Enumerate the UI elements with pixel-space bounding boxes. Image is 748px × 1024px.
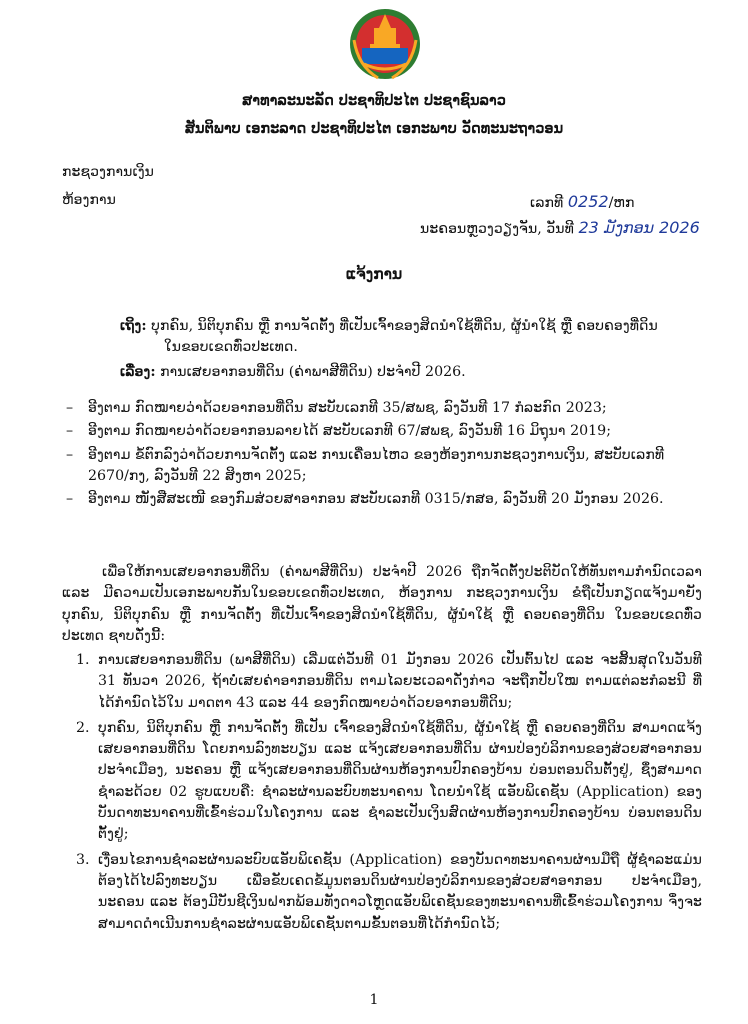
national-motto: ສັນຕິພາບ ເອກະລາດ ປະຊາທິປະໄຕ ເອກະພາບ ວັດທະນະຖາວອນ: [184, 120, 564, 137]
notice-item: [62, 850, 702, 935]
notice-item-text: ການເສຍອາກອນທີ່ດິນ (ພາສີທີ່ດິນ) ເລີ່ມແຕ່ວັນທີ 01 ມັງກອນ 2026 ເປັນຕົ້ນໄປ ແລະ ຈະສິ້ນສຸດໃນວັນທີ 31 ທັນວາ 2026, ຖ້າບໍ່ເສຍຄ່າອາກອນທີ່ດິນ ຕາມໄລຍະເວລາດັ່ງກ່າວ ຈະຖືກປັບໃໝ ຕາມແຕ່ລະກໍລະນີ ທີ່ໄດ້ກຳນົດໄວ້ໃນ ມາດຕາ 43 ແລະ 44 ຂອງກົດໝາຍວ່າດ້ວຍອາກອນທີ່ດິນ;: [98, 652, 702, 711]
intro-paragraph: ເພື່ອໃຫ້ການເສຍອາກອນທີ່ດິນ (ຄ່າພາສີທີ່ດິນ) ປະຈຳປີ 2026 ຖືກຈັດຕັ້ງປະຕິບັດໃຫ້ທັນຕາມກຳນົດເວລາ ແລະ ມີຄວາມເປັນເອກະພາບກັນໃນຂອບເຂດທົ່ວປະເທດ, ຫ້ອງການ ກະຊວງການເງິນ ຂໍຖືເປັນກຽດແຈ້ງມາຍັງ ບຸກຄົນ, ນິຕິບຸກຄົນ ຫຼື ການຈັດຕັ້ງ ທີ່ເປັນເຈົ້າຂອງສິດນຳໃຊ້ທີ່ດິນ, ຜູ້ນຳໃຊ້ ຫຼື ຄອບຄອງທີ່ດິນ ໃນຂອບເຂດທົ່ວປະເທດ ຊາບດັ່ງນີ້:: [62, 564, 702, 644]
legal-reference-item: – ອີງຕາມ ກົດໝາຍວ່າດ້ວຍອາກອນທີ່ດິນ ສະບັບເລກທີ 35/ສພຊ, ລົງວັນທີ 17 ກໍລະກົດ 2023;: [66, 400, 607, 416]
reference-suffix: /ຫກ: [608, 195, 635, 211]
reference-handwritten-number: 0252: [567, 192, 609, 211]
subject-block: [120, 362, 700, 383]
recipient-line-2: ໃນຂອບເຂດທົ່ວປະເທດ.: [164, 339, 298, 356]
notice-item-text: ເງື່ອນໄຂການຊຳລະຜ່ານລະບົບແອັບພິເຄຊັນ (Application) ຂອງບັນດາທະນາຄານຜ່ານມືຖື ຜູ້ຊຳລະແມ່ນຕ້ອງໄດ້ໄປລົງທະບຽນ ເພື່ອຂັບເຄດຂໍ້ມູນຕອນດິນຜ່ານປ່ອງບໍລິການຂອງສ່ວຍສາອາກອນ ປະຈຳເມືອງ, ນະຄອນ ແລະ ຕ້ອງມີບັນຊີເງິນຝາກພ້ອມທັງດາວໂຫຼດແອັບພິເຄຊັນຂອງທະນາຄານທີ່ເຂົ້າຮ່ວມໂຄງການ ຈຶ່ງຈະສາມາດດຳເນີນການຊຳລະຜ່ານແອັບພິເຄຊັນຕາມຂັ້ນຕອນທີ່ໄດ້ກຳນົດໄວ້;: [98, 851, 702, 932]
reference-number: [530, 190, 635, 214]
legal-reference-text: ອີງຕາມ ກົດໝາຍວ່າດ້ວຍອາກອນລາຍໄດ້ ສະບັບເລກທີ 67/ສພຊ, ລົງວັນທີ 16 ມິຖຸນາ 2019;: [88, 423, 611, 440]
recipient-block: [120, 316, 700, 359]
legal-reference-item: – ອີງຕາມ ຂໍ້ຕົກລົງວ່າດ້ວຍການຈັດຕັ້ງ ແລະ ການເຄື່ອນໄຫວ ຂອງຫ້ອງການກະຊວງການເງິນ, ສະບັບເລກທີ 2670/ກງ, ລົງວັນທີ 22 ສິງຫາ 2025;: [66, 446, 665, 484]
notice-item-number: 2.: [76, 719, 90, 736]
notice-item: [62, 650, 702, 714]
legal-reference-text: ອີງຕາມ ໜັງສືສະເໜີ ຂອງກົມສ່ວຍສາອາກອນ ສະບັບເລກທີ 0315/ກສອ, ລົງວັນທີ 20 ມັງກອນ 2026.: [88, 491, 664, 508]
notice-item-number: 3.: [76, 851, 90, 868]
date-place-prefix: ນະຄອນຫຼວງວຽງຈັນ, ວັນທີ: [420, 221, 574, 237]
subject-label: ເລື່ອງ:: [120, 364, 156, 380]
legal-reference-text: ອີງຕາມ ກົດໝາຍວ່າດ້ວຍອາກອນທີ່ດິນ ສະບັບເລກທີ 35/ສພຊ, ລົງວັນທີ 17 ກໍລະກົດ 2023;: [88, 400, 607, 416]
legal-references-list: [62, 398, 702, 512]
legal-reference-item: – ອີງຕາມ ໜັງສືສະເໜີ ຂອງກົມສ່ວຍສາອາກອນ ສະບັບເລກທີ 0315/ກສອ, ລົງວັນທີ 20 ມັງກອນ 2026.: [66, 491, 664, 508]
office-name: ຫ້ອງການ: [62, 192, 116, 208]
date-handwritten: 23 ມັງກອນ 2026: [578, 218, 700, 237]
national-emblem-icon: [348, 4, 422, 84]
recipient-line-1: ບຸກຄົນ, ນິຕິບຸກຄົນ ຫຼື ການຈັດຕັ້ງ ທີ່ເປັນເຈົ້າຂອງສິດນຳໃຊ້ທີ່ດິນ, ຜູ້ນຳໃຊ້ ຫຼື ຄອບຄອງທີ່ດິນ: [151, 318, 658, 334]
legal-reference-text: ອີງຕາມ ຂໍ້ຕົກລົງວ່າດ້ວຍການຈັດຕັ້ງ ແລະ ການເຄື່ອນໄຫວ ຂອງຫ້ອງການກະຊວງການເງິນ, ສະບັບເລກທີ 2670/ກງ, ລົງວັນທີ 22 ສິງຫາ 2025;: [88, 446, 665, 484]
country-name: ສາທາລະນະລັດ ປະຊາທິປະໄຕ ປະຊາຊົນລາວ: [242, 92, 506, 109]
ministry-name: ກະຊວງການເງິນ: [62, 164, 155, 180]
notice-item-text: ບຸກຄົນ, ນິຕິບຸກຄົນ ຫຼື ການຈັດຕັ້ງ ທີ່ເປັນ ເຈົ້າຂອງສິດນຳໃຊ້ທີ່ດິນ, ຜູ້ນຳໃຊ້ ຫຼື ຄອບຄອງທີ່ດິນ ສາມາດແຈ້ງເສຍອາກອນທີ່ດິນ ໂດຍການລົງທະບຽນ ແລະ ແຈ້ງເສຍອາກອນທີ່ດິນ ຜ່ານປ່ອງບໍລິການຂອງສ່ວຍສາອາກອນ ປະຈຳເມືອງ, ນະຄອນ ຫຼື ແຈ້ງເສຍອາກອນທີ່ດິນຜ່ານຫ້ອງການປົກຄອງບ້ານ ບ່ອນຕອນດິນຕັ້ງຢູ່, ຊຶ່ງສາມາດຊຳລະດ້ວຍ 02 ຮູບແບບຄື: ຊຳລະຜ່ານລະບົບທະນາຄານ ໂດຍນຳໃຊ້ ແອັບພິເຄຊັນ (Application) ຂອງບັນດາທະນາຄານທີ່ເຂົ້າຮ່ວມໃນໂຄງການ ແລະ ຊຳລະເປັນເງິນສົດຜ່ານຫ້ອງການປົກຄອງບ້ານ ບ່ອນຕອນດິນຕັ້ງຢູ່;: [98, 719, 702, 843]
notice-item: [62, 718, 702, 846]
recipient-label: ເຖິງ:: [120, 318, 147, 334]
reference-label: ເລກທີ: [530, 195, 564, 211]
page-number: 1: [369, 992, 379, 1008]
notice-item-number: 1.: [76, 652, 90, 668]
subject-text: ການເສຍອາກອນທີ່ດິນ (ຄ່າພາສີທີ່ດິນ) ປະຈຳປີ 2026.: [160, 364, 466, 380]
date-line: [420, 216, 700, 240]
notice-items-list: [62, 650, 702, 939]
legal-reference-item: – ອີງຕາມ ກົດໝາຍວ່າດ້ວຍອາກອນລາຍໄດ້ ສະບັບເລກທີ 67/ສພຊ, ລົງວັນທີ 16 ມິຖຸນາ 2019;: [66, 423, 611, 440]
notice-title: ແຈ້ງການ: [345, 264, 403, 283]
